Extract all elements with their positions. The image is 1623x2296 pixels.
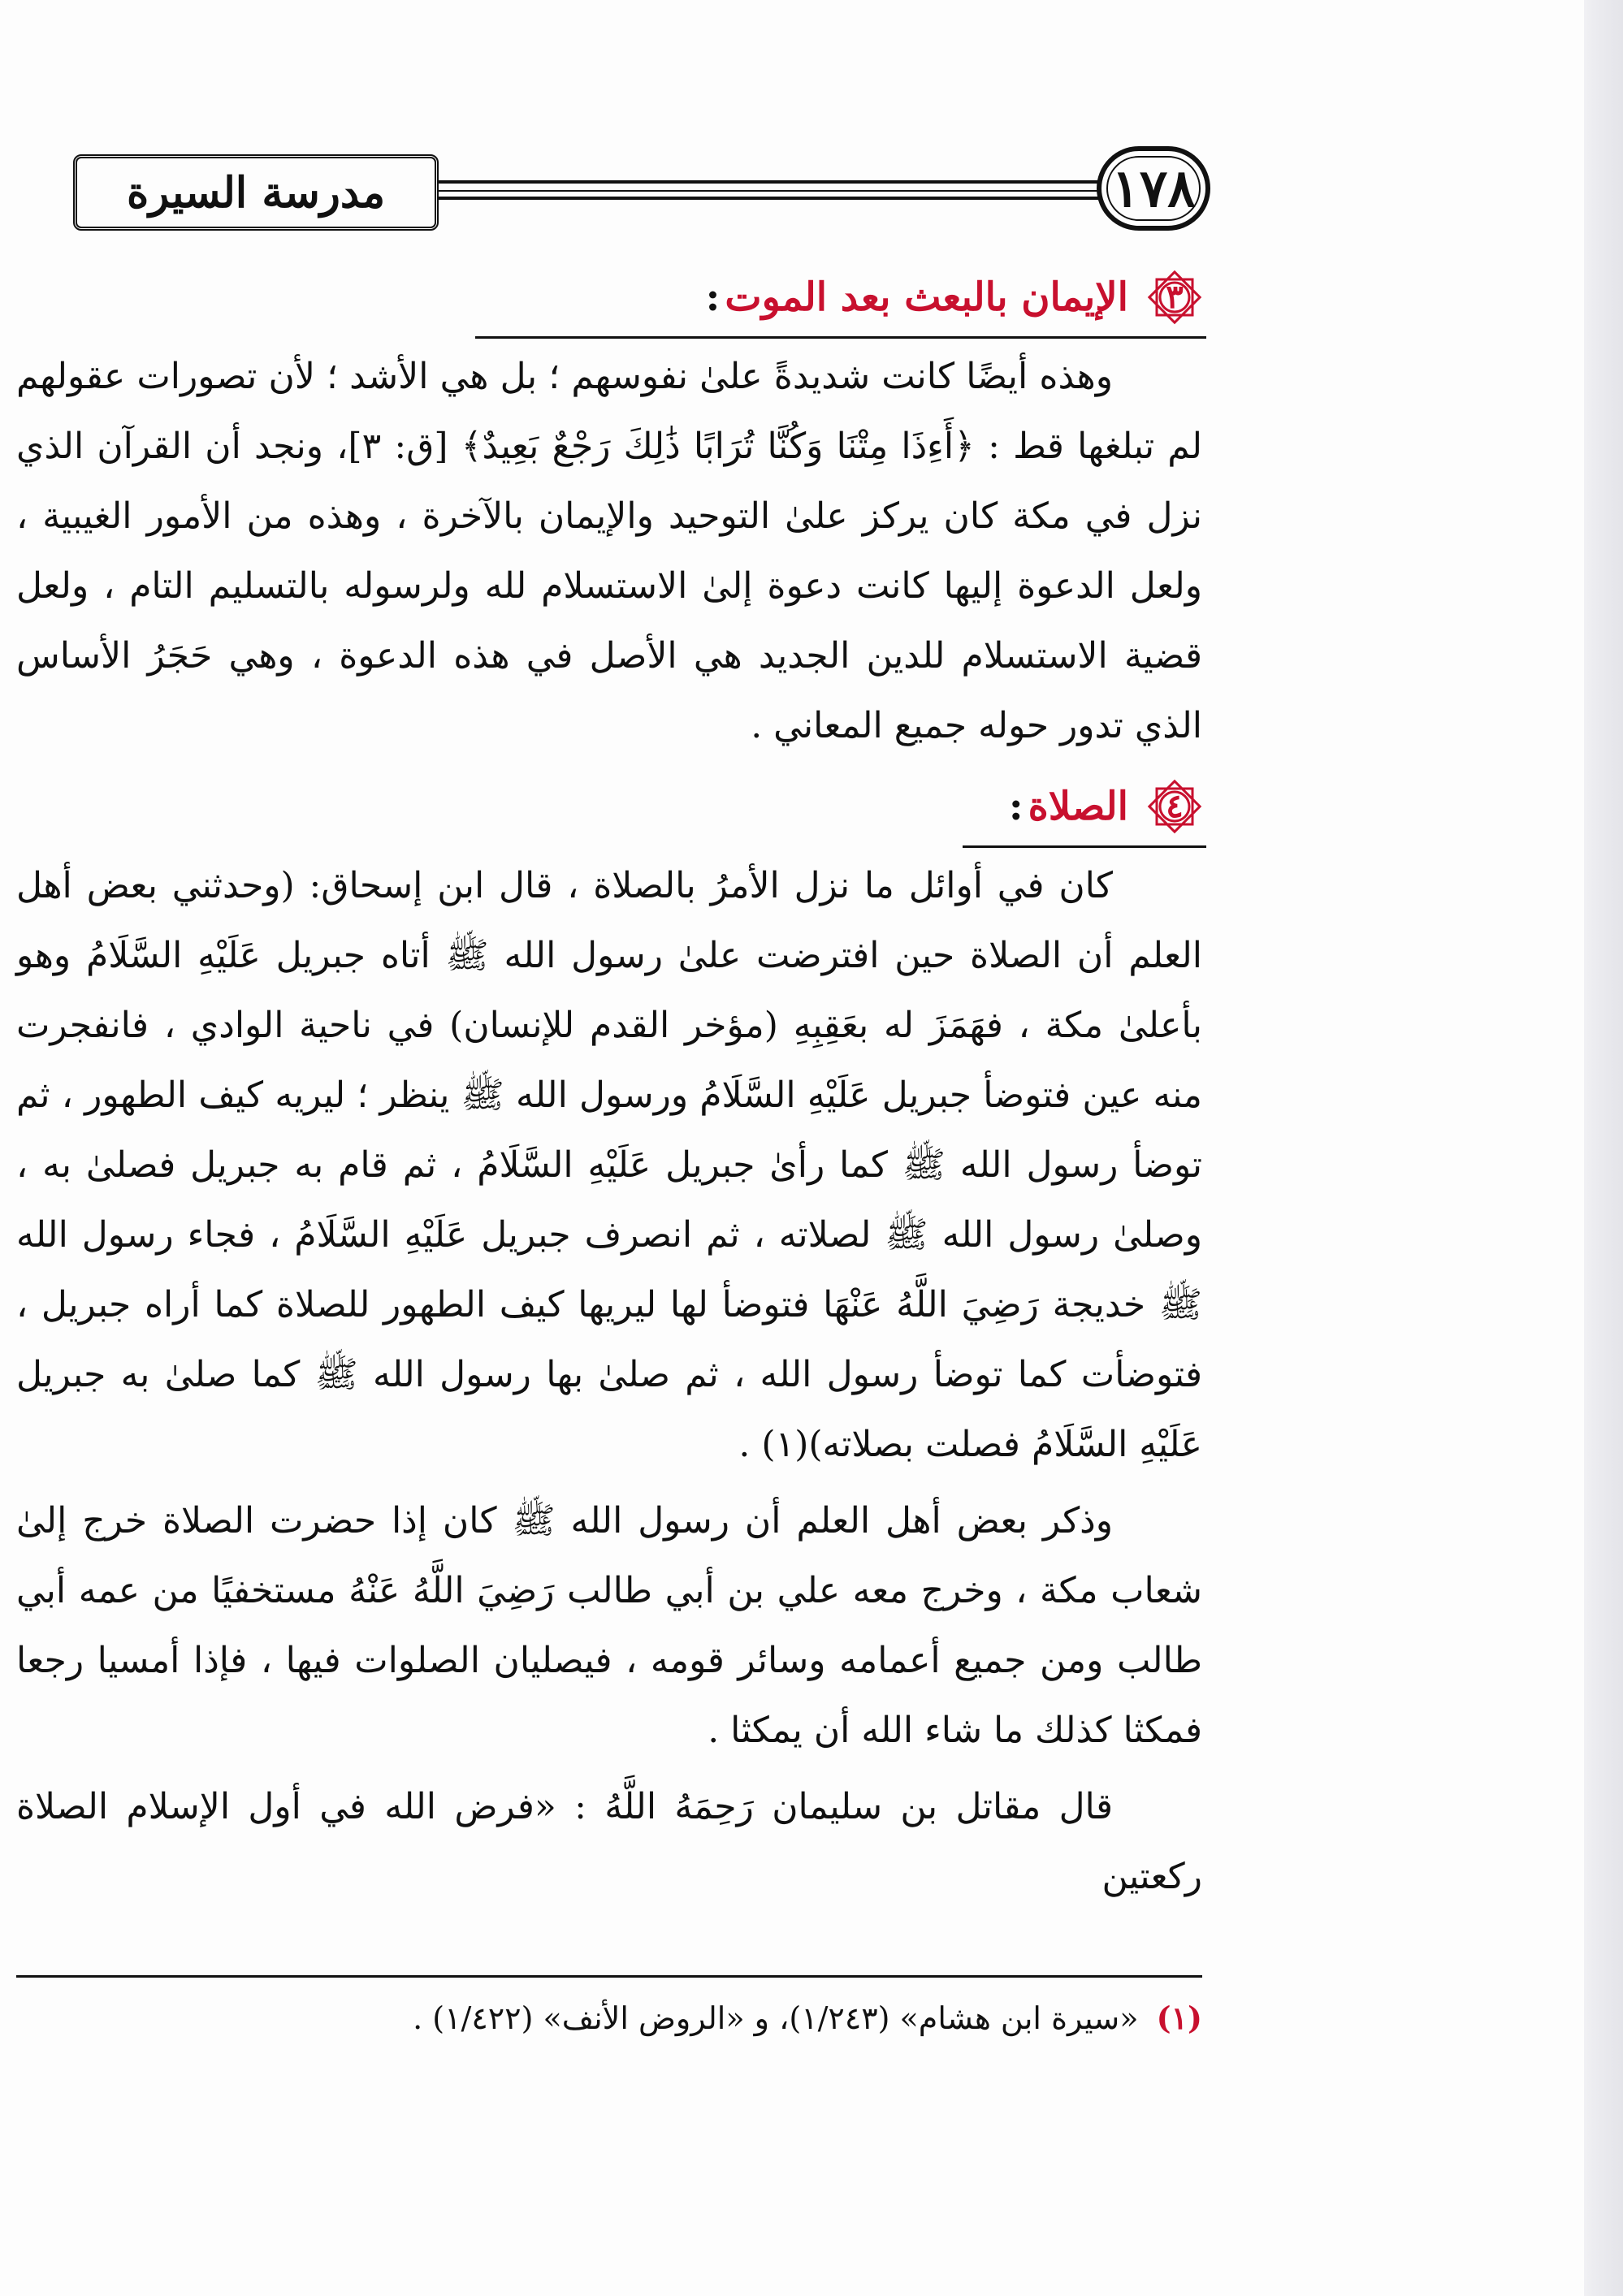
paragraph: وهذه أيضًا كانت شديدةً علىٰ نفوسهم ؛ بل هي الأشد ؛ لأن تصورات عقولهم لم تبلغها قط : ﴿أَءِذَا مِتْنَا وَكُنَّا تُرَابًا ذَٰلِكَ رَجْعٌ بَعِيدٌ﴾ [ق: ٣]، ونجد أن القرآن الذي نزل في مكة كان يركز علىٰ التوحيد والإيمان بالآخرة ، وهذه من الأمور الغيبية ، ولعل الدعوة إليها كانت دعوة إلىٰ الاستسلام لله ولرسوله بالتسليم التام ، ولعل قضية الاستسلام للدين الجديد هي الأصل في هذه الدعوة ، وهي حَجَرُ الأساس الذي تدور حوله جميع المعاني .	[16, 356, 1202, 746]
paragraph: وذكر بعض أهل العلم أن رسول الله ﷺ كان إذا حضرت الصلاة خرج إلىٰ شعاب مكة ، وخرج معه علي بن أبي طالب رَضِيَ اللَّهُ عَنْهُ مستخفيًا من عمه أبي طالب ومن جميع أعمامه وسائر قومه ، فيصليان الصلوات فيها ، فإذا أمسيا رجعا فمكثا كذلك ما شاء الله أن يمكثا .	[16, 1500, 1202, 1751]
main-text	[16, 258, 1202, 1918]
section-heading	[963, 767, 1206, 848]
heading-colon: :	[705, 275, 721, 320]
footnote-divider	[16, 1975, 1202, 1978]
page-number-frame	[1106, 156, 1201, 221]
heading-colon: :	[1008, 784, 1024, 829]
section-title: الإيمان بالبعث بعد الموت	[725, 275, 1128, 320]
section-number: ٣	[1166, 278, 1184, 316]
page-number	[1097, 146, 1210, 231]
paragraph: كان في أوائل ما نزل الأمرُ بالصلاة ، قال ابن إسحاق: (وحدثني بعض أهل العلم أن الصلاة حين افترضت علىٰ رسول الله ﷺ أتاه جبريل عَلَيْهِ السَّلَامُ وهو بأعلىٰ مكة ، فهَمَزَ له بعَقِبِهِ (مؤخر القدم للإنسان) في ناحية الوادي ، فانفجرت منه عين فتوضأ جبريل عَلَيْهِ السَّلَامُ ورسول الله ﷺ ينظر ؛ ليريه كيف الطهور ، ثم توضأ رسول الله ﷺ كما رأىٰ جبريل عَلَيْهِ السَّلَامُ ، ثم قام به جبريل فصلىٰ به ، وصلىٰ رسول الله ﷺ لصلاته ، ثم انصرف جبريل عَلَيْهِ السَّلَامُ ، فجاء رسول الله ﷺ خديجة رَضِيَ اللَّهُ عَنْهَا فتوضأ لها ليريها كيف الطهور للصلاة كما أراه جبريل ، فتوضأت كما توضأ رسول الله ، ثم صلىٰ بها رسول الله ﷺ كما صلىٰ به جبريل عَلَيْهِ السَّلَامُ فصلت بصلاته)(١) .	[16, 865, 1202, 1465]
footnote	[16, 1994, 1202, 2043]
footnote-text: «سيرة ابن هشام» (١/٢٤٣)، و «الروض الأنف» (١/٤٢٢) .	[413, 2000, 1139, 2036]
page-number-text: ١٧٨	[1111, 158, 1196, 219]
footnote-marker: (١)	[1156, 2000, 1202, 2036]
page-header	[24, 146, 1210, 236]
book-title: مدرسة السيرة	[73, 154, 439, 231]
section-number: ٤	[1166, 787, 1184, 825]
paragraph: قال مقاتل بن سليمان رَحِمَهُ اللَّهُ : «فرض الله في أول الإسلام الصلاة ركعتين	[16, 1786, 1202, 1897]
section-number-badge	[1143, 775, 1206, 838]
section-heading	[475, 258, 1206, 339]
section-number-badge	[1143, 266, 1206, 329]
section-title: الصلاة	[1028, 784, 1128, 829]
